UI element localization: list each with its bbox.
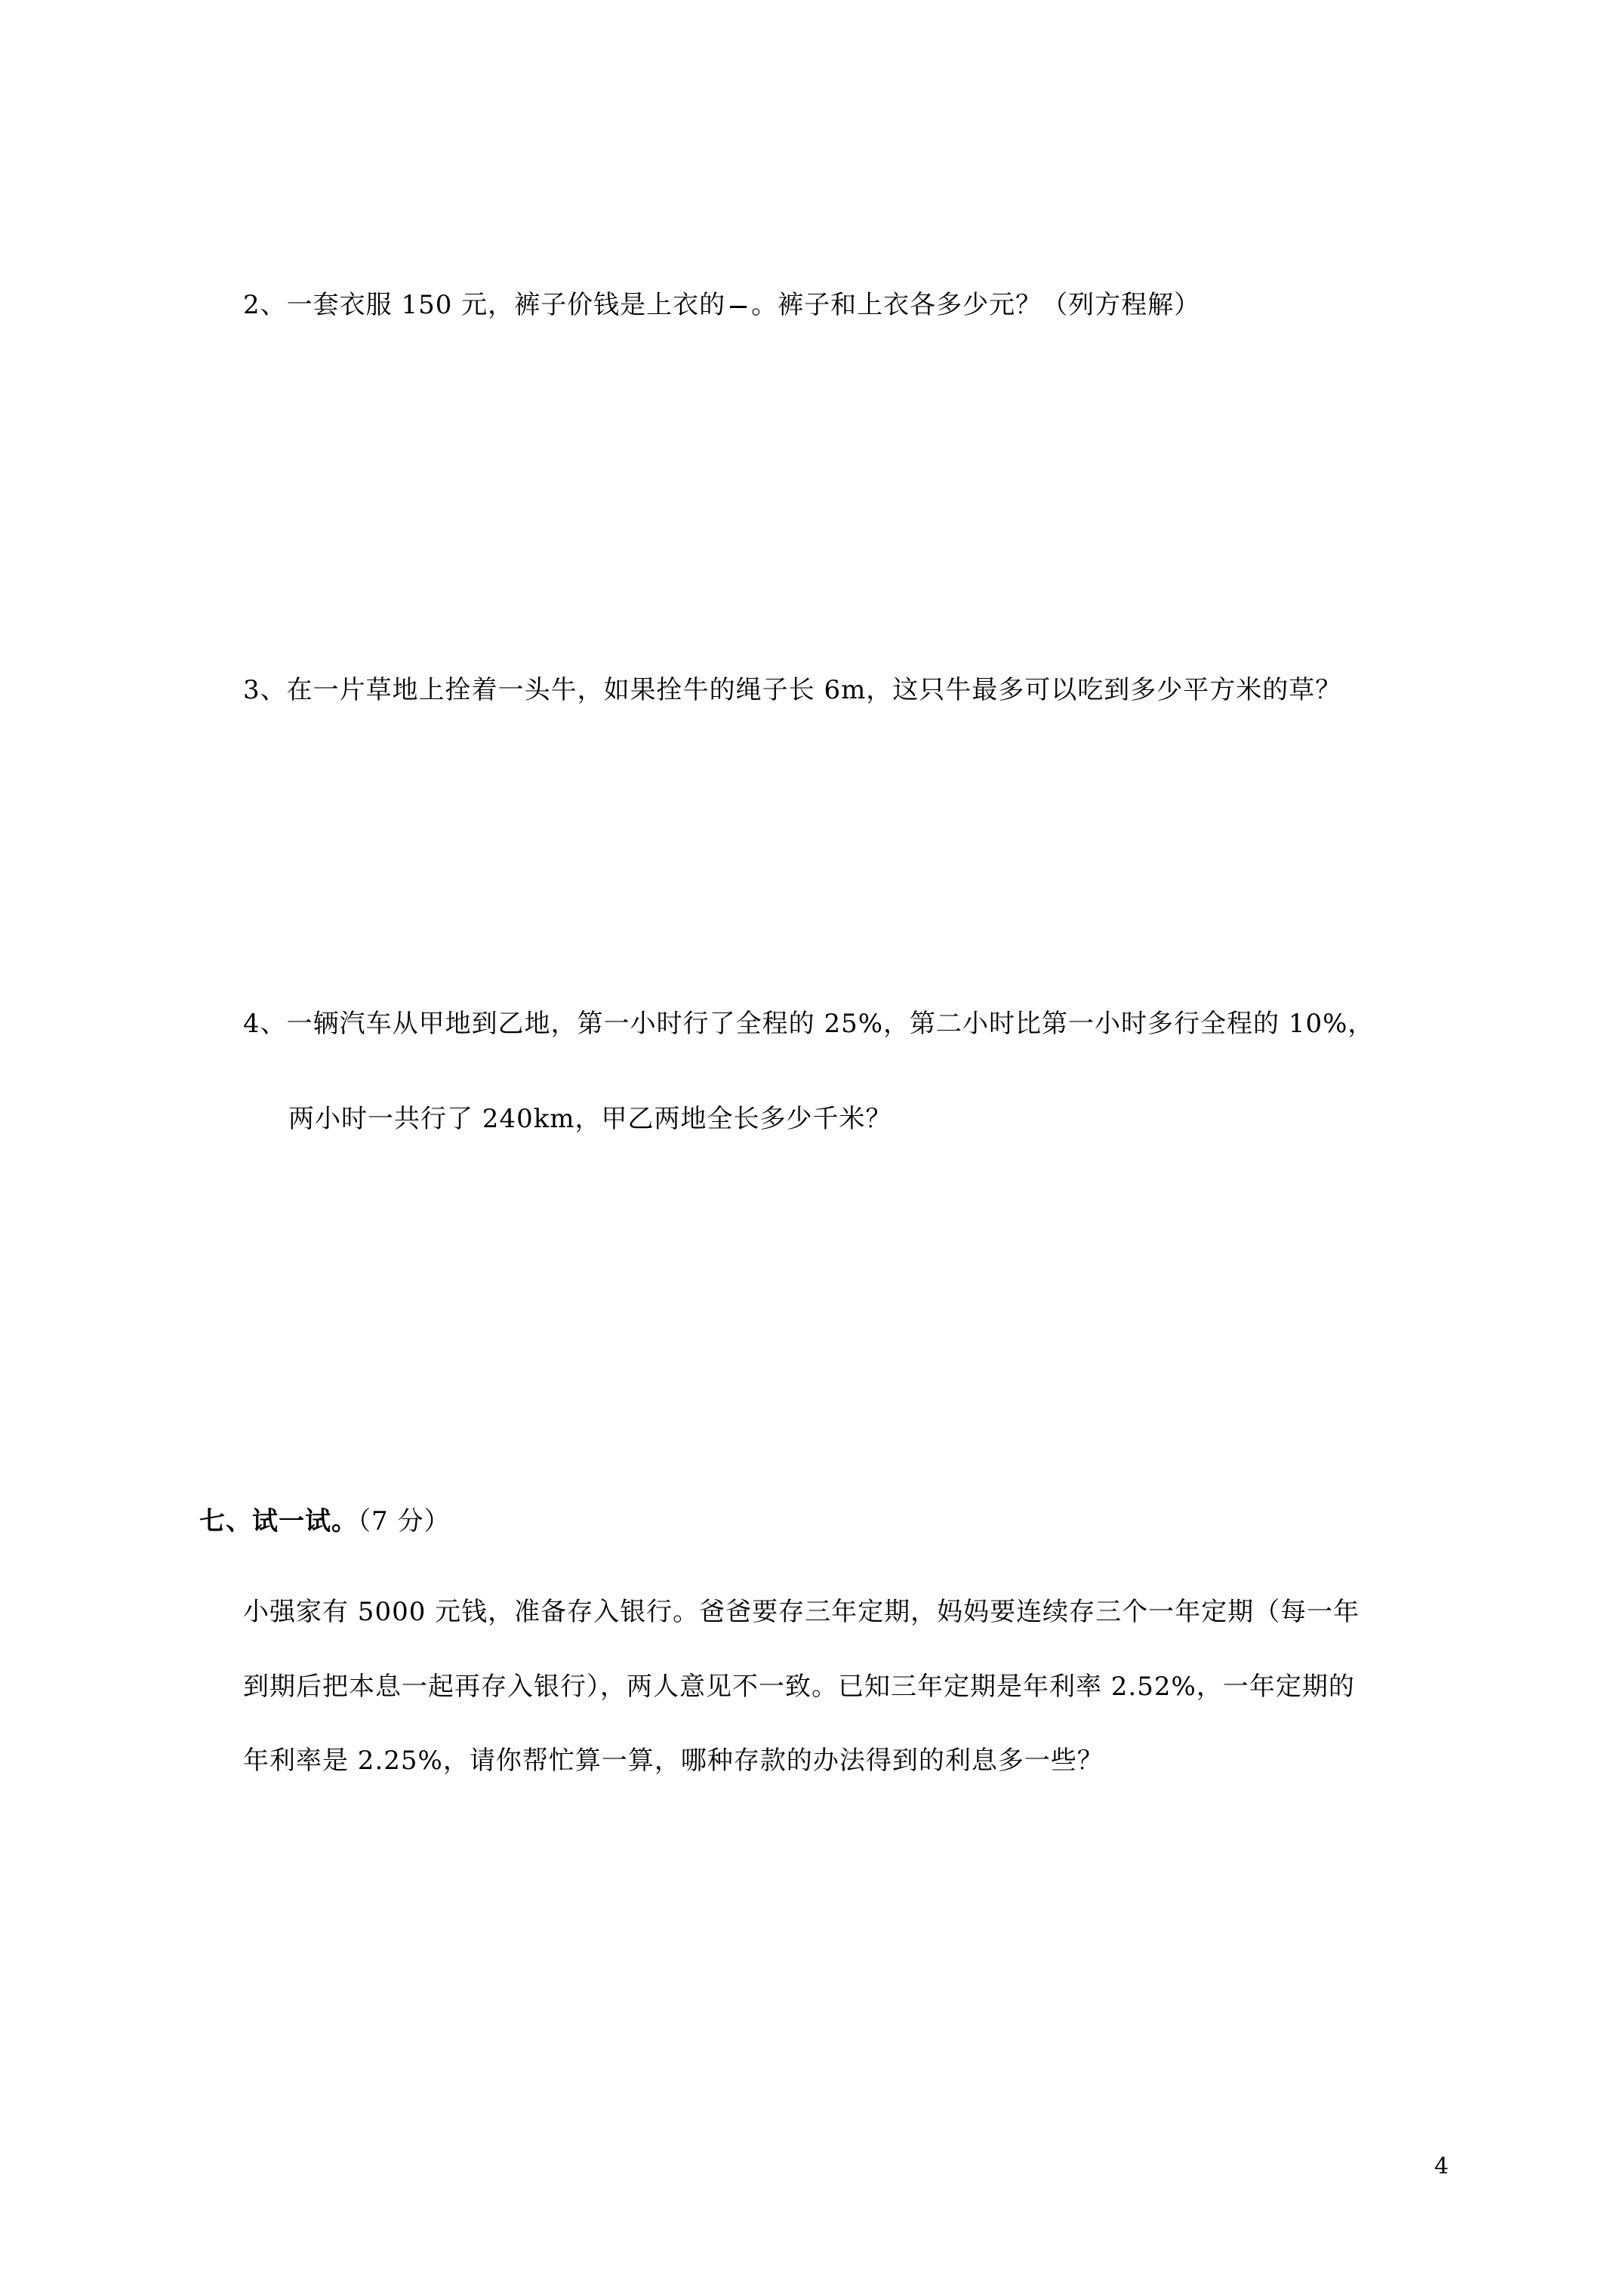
section-7-paragraph-line-2: 到期后把本息一起再存入银行），两人意见不一致。已知三年定期是年利率 2.52%，一年定期的 — [243, 1672, 1355, 1702]
page-number: 4 — [1434, 2153, 1450, 2180]
question-2-text-start: 2、一套衣服 150 元，裤子价钱是上衣的 — [243, 290, 726, 320]
question-4-line-2: 两小时一共行了 240km，甲乙两地全长多少千米？ — [288, 1104, 892, 1134]
question-4-line-1: 4、一辆汽车从甲地到乙地，第一小时行了全程的 25%，第二小时比第一小时多行全程的 10%， — [243, 1009, 1375, 1039]
section-7-heading — [199, 1506, 450, 1536]
fraction-placeholder — [730, 306, 747, 308]
section-7-title: 七、试一试。 — [199, 1506, 358, 1536]
section-7-score: （7 分） — [358, 1506, 451, 1536]
section-7-paragraph-line-1: 小强家有 5000 元钱，准备存入银行。爸爸要存三年定期，妈妈要连续存三个一年定期（每一年 — [243, 1597, 1360, 1627]
section-7-paragraph-line-3: 年利率是 2.25%，请你帮忙算一算，哪种存款的办法得到的利息多一些？ — [243, 1746, 1104, 1776]
question-2-text-end: 。裤子和上衣各多少元？（列方程解） — [751, 290, 1201, 320]
question-3: 3、在一片草地上拴着一头牛，如果拴牛的绳子长 6m，这只牛最多可以吃到多少平方米的草？ — [243, 675, 1342, 705]
question-2 — [243, 290, 1200, 320]
